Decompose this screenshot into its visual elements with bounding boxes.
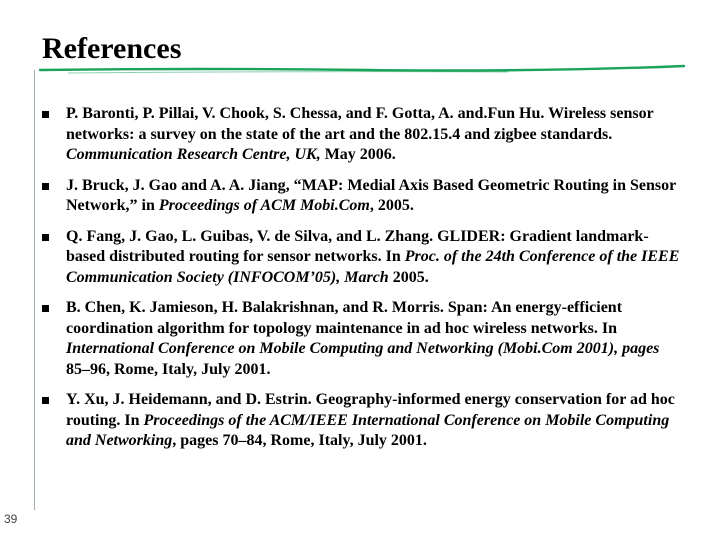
reference-date: May 2006. [320,146,396,163]
reference-text: Q. Fang, J. Gao, L. Guibas, V. de Silva, and L. Zhang. GLIDER: Gradient landmark-based distributed routing for sensor networks. In [66,227,649,265]
reference-item [42,298,682,380]
reference-text: P. Baronti, P. Pillai, V. Chook, S. Chessa, and F. Gotta, A. and.Fun Hu. Wireless sensor networks: a survey on the state of the art and the 802.15.4 and zigbee standards. [66,105,654,143]
reference-list [42,104,682,452]
reference-item [42,104,682,166]
reference-date: , pages 70–84, Rome, Italy, July 2001. [172,432,427,449]
reference-source: Proceedings of the ACM/IEEE International Conference on Mobile Computing and Networking [66,411,670,449]
reference-text: J. Bruck, J. Gao and A. A. Jiang, “MAP: Medial Axis Based Geometric Routing in Sensor Network,” in [66,176,676,214]
reference-item [42,227,682,289]
slide-number: 39 [4,512,18,526]
title-underline [38,60,686,82]
reference-source: Proc. of the 24th Conference of the IEEE Communication Society (INFOCOM’05), March [66,248,680,286]
square-bullet-icon [42,397,49,404]
reference-item [42,390,682,452]
page-title: References [42,32,182,65]
reference-source: Communication Research Centre, UK, [66,146,321,163]
square-bullet-icon [42,234,49,241]
left-vertical-rule [34,70,35,510]
reference-text: Y. Xu, J. Heidemann, and D. Estrin. Geography-informed energy conservation for ad hoc routing. In [66,391,675,429]
reference-source: International Conference on Mobile Computing and Networking (Mobi.Com 2001), pages [66,340,660,357]
reference-date: 85–96, Rome, Italy, July 2001. [66,360,271,378]
square-bullet-icon [42,111,49,118]
square-bullet-icon [42,183,49,190]
reference-item [42,176,682,217]
reference-source: Proceedings of ACM Mobi.Com [158,197,370,214]
reference-date: 2005. [388,268,429,286]
square-bullet-icon [42,305,49,312]
reference-date: , 2005. [369,197,414,214]
reference-text: B. Chen, K. Jamieson, H. Balakrishnan, and R. Morris. Span: An energy-efficient coordination algorithm for topology maintenance in ad hoc wireless networks. In [66,299,623,337]
